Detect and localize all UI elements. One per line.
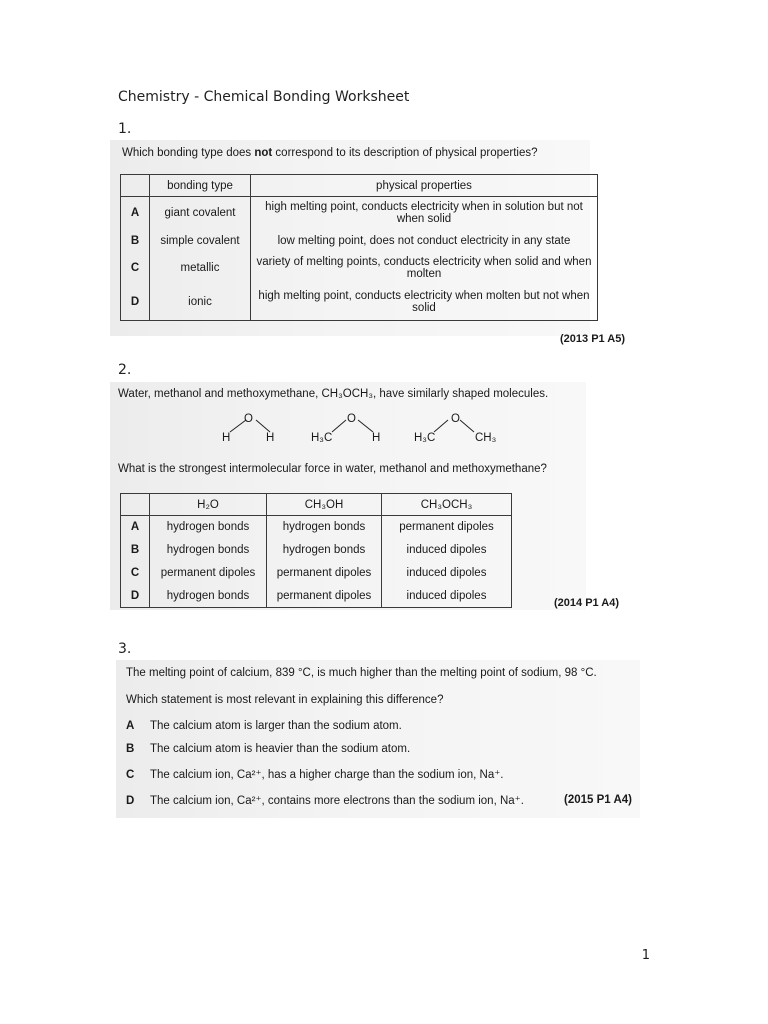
methanol-right: H [372,432,381,444]
question-1-source: (2013 P1 A5) [560,333,626,345]
option-d: D The calcium ion, Ca²⁺, contains more electrons than the sodium ion, Na⁺. [126,795,524,807]
question-1-number: 1. [118,121,132,137]
methanol-o: O [347,413,356,425]
question-2-source: (2014 P1 A4) [554,597,620,609]
methoxymethane-right: CH₃ [475,432,497,444]
water-right: H [266,432,275,444]
question-3-source: (2015 P1 A4) [564,794,632,806]
question-3-number: 3. [118,641,132,657]
question-1-table [120,174,598,321]
header-bonding-type: bonding type [150,175,251,197]
question-2-number: 2. [118,362,132,378]
page-title: Chemistry - Chemical Bonding Worksheet [118,89,410,105]
header-methoxymethane: CH₃OCH₃ [382,494,512,516]
question-2-text: What is the strongest intermolecular force in water, methanol and methoxymethane? [118,463,547,475]
methoxymethane-o: O [451,413,460,425]
table-row: A hydrogen bonds hydrogen bonds permanent dipoles [121,516,512,539]
methoxymethane-left: H₃C [414,432,436,444]
table-row: C metallic variety of melting points, conducts electricity when solid and when molten [121,252,598,285]
methanol-left: H₃C [311,432,333,444]
question-1-text: Which bonding type does not correspond to its description of physical properties? [122,147,538,159]
option-a: A The calcium atom is larger than the sodium atom. [126,720,402,732]
header-physical-properties: physical properties [251,175,598,197]
page-number: 1 [641,948,650,963]
option-c: C The calcium ion, Ca²⁺, has a higher charge than the sodium ion, Na⁺. [126,769,504,781]
table-row: C permanent dipoles permanent dipoles induced dipoles [121,562,512,585]
question-3-intro: The melting point of calcium, 839 °C, is much higher than the melting point of sodium, 98 °C. [126,667,597,679]
water-o: O [244,413,253,425]
table-row: D hydrogen bonds permanent dipoles induced dipoles [121,585,512,608]
molecule-structures [210,410,510,450]
header-methanol: CH₃OH [267,494,382,516]
header-water: H₂O [150,494,267,516]
question-3-text: Which statement is most relevant in explaining this difference? [126,694,444,706]
option-b: B The calcium atom is heavier than the sodium atom. [126,743,411,755]
question-2-table [120,493,512,608]
table-row: D ionic high melting point, conducts electricity when molten but not when solid [121,285,598,321]
water-left: H [222,432,231,444]
question-2-intro: Water, methanol and methoxymethane, CH₃OCH₃, have similarly shaped molecules. [118,388,549,400]
table-row: B hydrogen bonds hydrogen bonds induced dipoles [121,539,512,562]
table-row: A giant covalent high melting point, conducts electricity when in solution but not when solid [121,197,598,230]
table-row: B simple covalent low melting point, does not conduct electricity in any state [121,230,598,252]
